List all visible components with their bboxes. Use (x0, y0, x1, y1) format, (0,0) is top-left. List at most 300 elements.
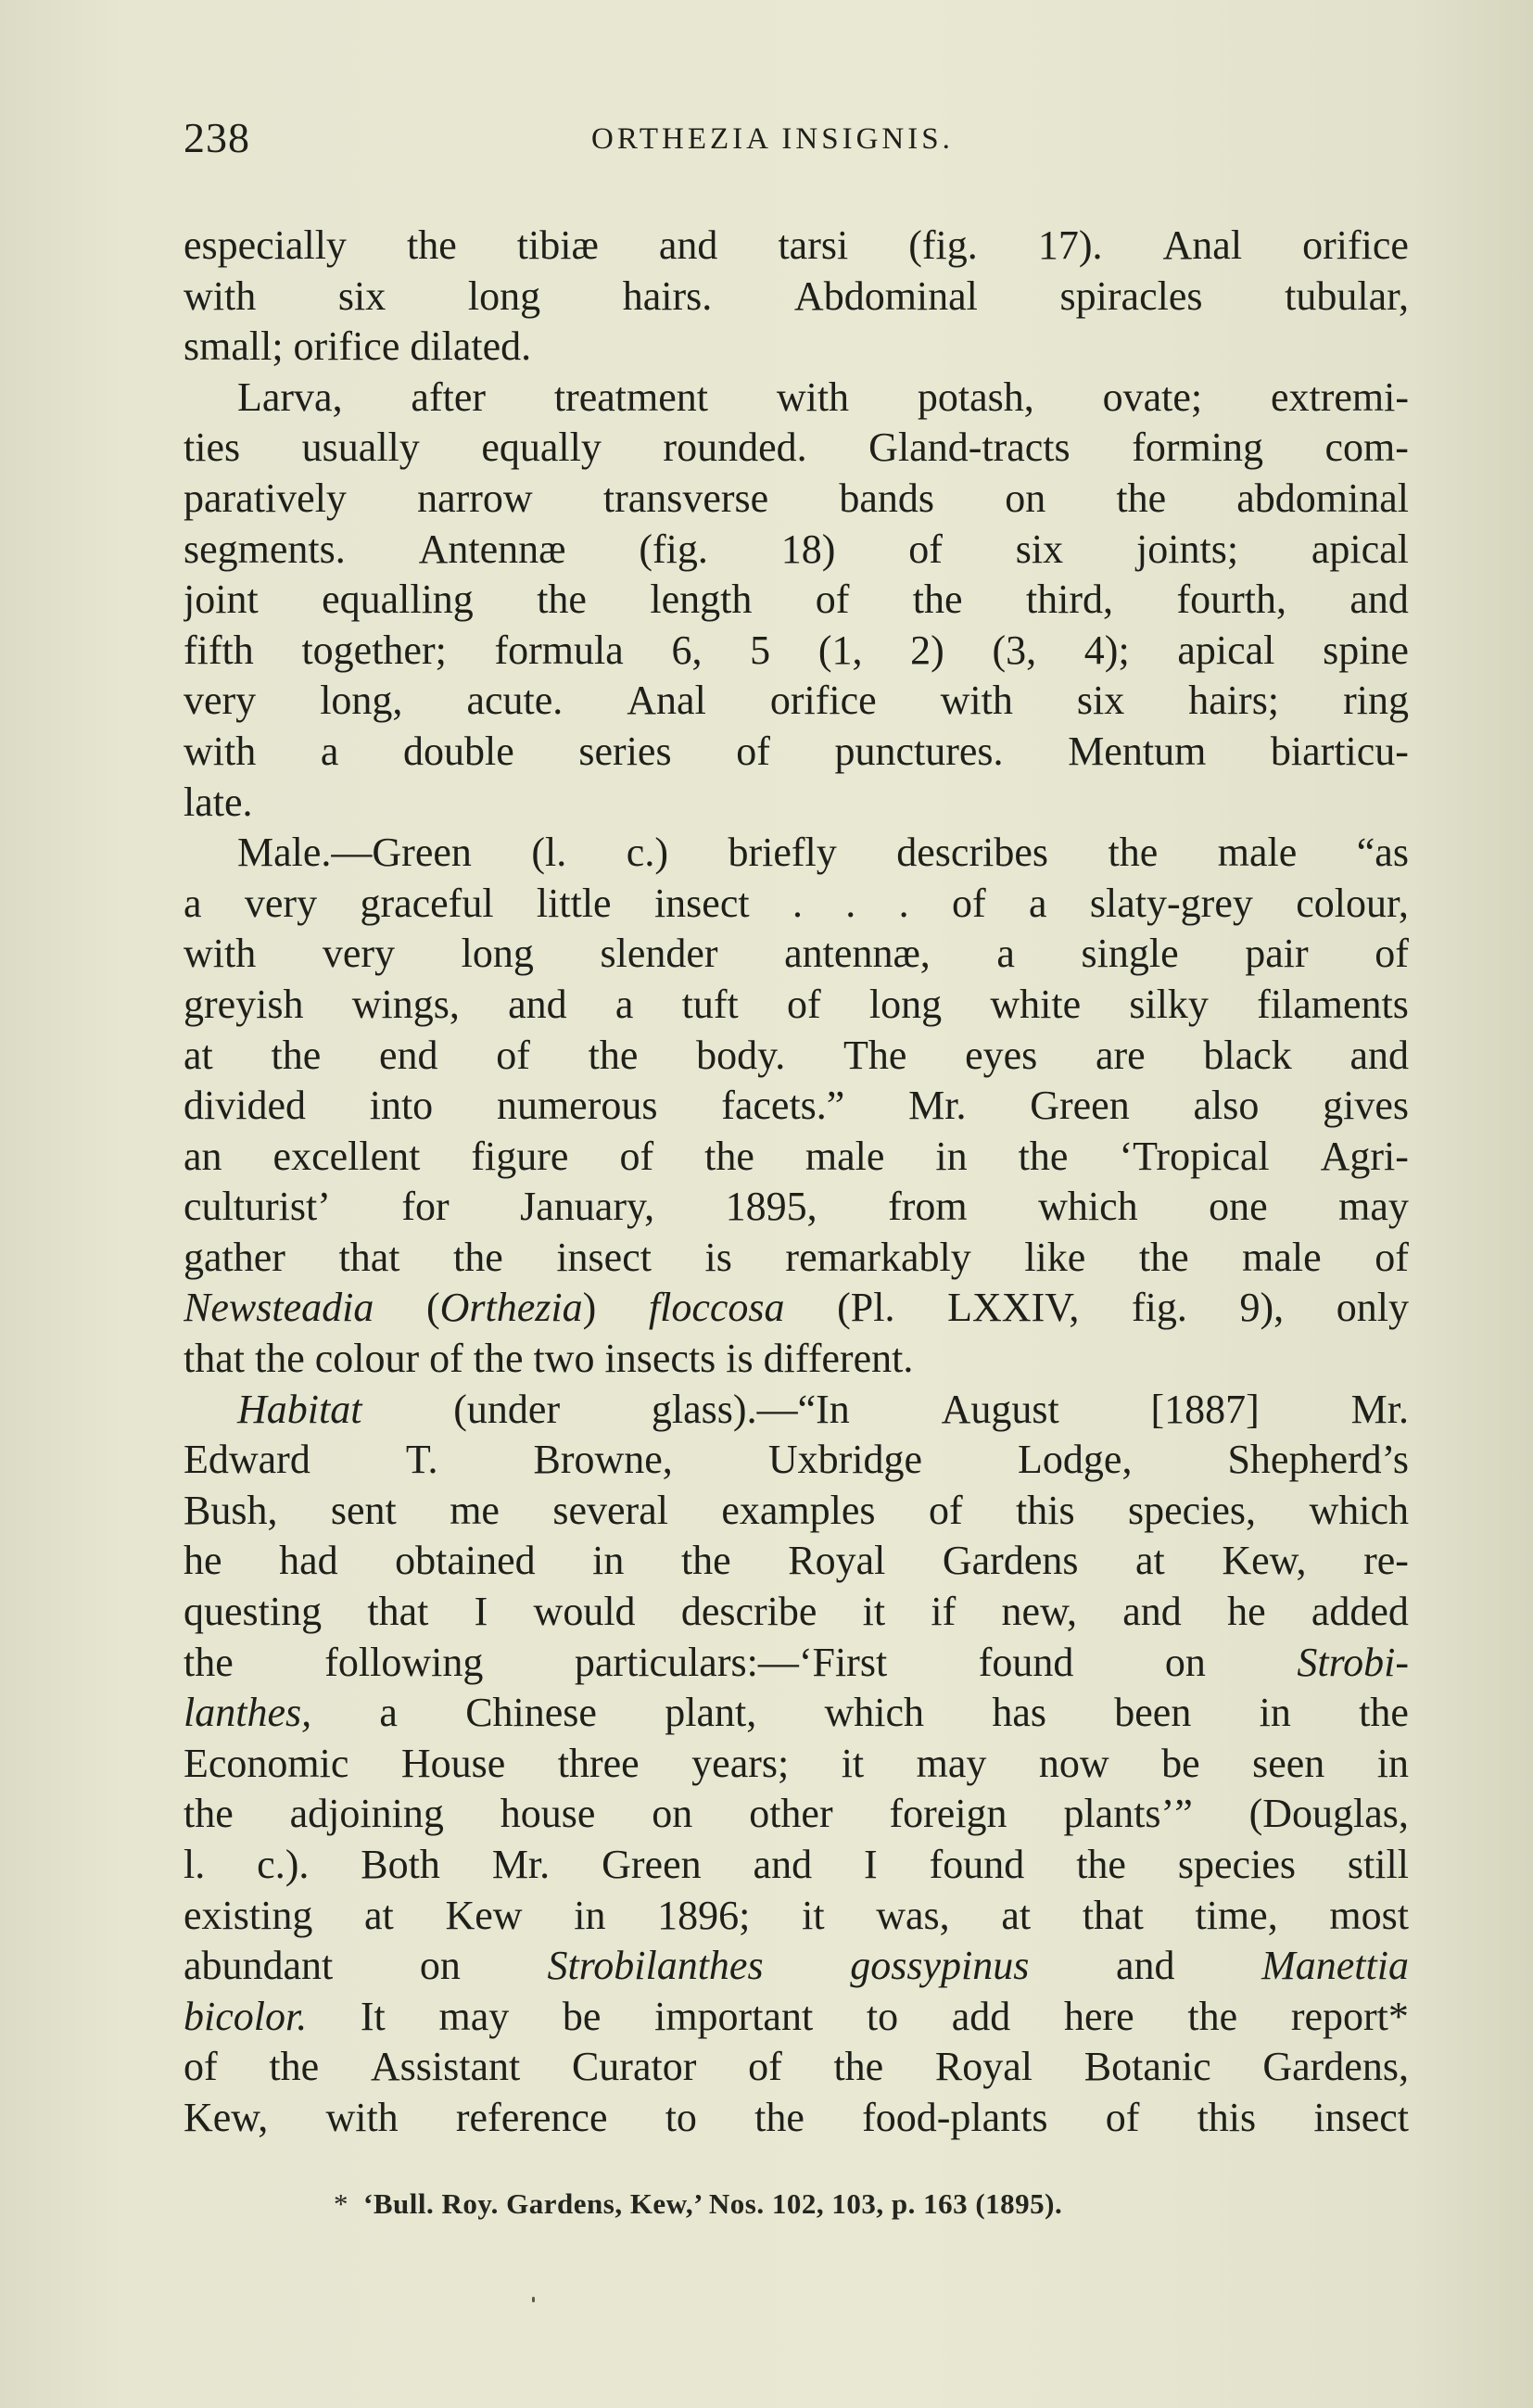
text-line (184, 1739, 1409, 1790)
word: an (184, 1133, 222, 1179)
word: abdominal (1236, 475, 1409, 521)
word: and (1349, 577, 1409, 623)
word: Larva, (237, 374, 343, 420)
word: a (379, 1690, 398, 1736)
word: I (864, 1842, 878, 1887)
word: orifice (769, 678, 877, 724)
word: six (1076, 678, 1125, 724)
word: and (753, 1842, 813, 1887)
word: also (1193, 1083, 1260, 1129)
word: Royal (934, 2044, 1033, 2090)
word: that (338, 1234, 400, 1280)
word: to (665, 2094, 697, 2140)
text-line (184, 1638, 1409, 1689)
word: January, (520, 1184, 655, 1230)
word: one (1209, 1184, 1268, 1230)
word: which (1038, 1184, 1138, 1230)
word: several (552, 1487, 668, 1533)
text-line (184, 525, 1409, 576)
word: reference (455, 2094, 608, 2140)
word: 1896; (657, 1892, 751, 1938)
word: culturist’ (184, 1184, 331, 1230)
word: on (1005, 475, 1046, 521)
word: body. (696, 1032, 786, 1078)
word: Kew, (184, 2094, 269, 2140)
word: (fig. (639, 526, 708, 572)
word: Economic (184, 1740, 349, 1786)
word: Manettia (1261, 1943, 1409, 1989)
word: existing (184, 1892, 313, 1938)
word: Assistant (370, 2044, 521, 2090)
word: . (845, 880, 856, 926)
word: Edward (184, 1437, 310, 1483)
word: Kew (445, 1892, 523, 1938)
word: found (978, 1639, 1074, 1685)
word: and (1122, 1589, 1182, 1635)
word: at (1001, 1892, 1032, 1938)
word: species, (1127, 1487, 1257, 1533)
word: the (453, 1234, 503, 1280)
word: excellent (272, 1133, 421, 1179)
word: l. (184, 1842, 206, 1887)
word: of (619, 1133, 654, 1179)
word: extremi- (1270, 374, 1409, 420)
word: formula (494, 627, 624, 673)
word: other (749, 1791, 833, 1837)
word: the (269, 2044, 320, 2090)
word: Uxbridge (767, 1437, 923, 1483)
word: been (1114, 1690, 1192, 1736)
word: the (1076, 1842, 1126, 1887)
word: the (1018, 1133, 1069, 1179)
word: 2) (910, 627, 944, 673)
word: new, (1001, 1589, 1077, 1635)
word: a (614, 981, 634, 1027)
word: slender (600, 931, 718, 977)
word: length (650, 577, 753, 623)
word: tarsi (778, 222, 849, 268)
word: Kew, (1222, 1538, 1307, 1584)
footnote (334, 2187, 1353, 2221)
word: foreign (889, 1791, 1007, 1837)
word: acute. (466, 678, 564, 724)
word: plant, (665, 1690, 757, 1736)
word: the (1138, 1234, 1189, 1280)
text-line (184, 727, 1409, 778)
word: colour, (1296, 880, 1409, 926)
word: into (369, 1083, 434, 1129)
word: apical (1177, 627, 1275, 673)
word: food-plants (862, 2094, 1048, 2140)
word: long, (320, 678, 403, 724)
word: end (378, 1032, 438, 1078)
word: added (1311, 1589, 1409, 1635)
word: after (411, 374, 487, 420)
word: insect (1313, 2094, 1409, 2140)
word: be (562, 1993, 602, 2039)
word: I (474, 1589, 488, 1635)
word: a (184, 880, 202, 926)
word: of (748, 2044, 782, 2090)
paper-speck (532, 2297, 535, 2302)
word: double (403, 728, 514, 774)
word: of (928, 1487, 963, 1533)
text-line (184, 1688, 1409, 1739)
word: and (508, 981, 567, 1027)
word: Browne, (533, 1437, 673, 1483)
word: apical (1311, 526, 1409, 572)
word: Green (1030, 1083, 1130, 1129)
word: 18) (780, 526, 836, 572)
text-line (184, 626, 1409, 677)
word: of (952, 880, 986, 926)
word: glass).—“In (651, 1386, 850, 1432)
word: following (324, 1639, 484, 1685)
word: silky (1129, 981, 1209, 1027)
word: with (184, 272, 257, 319)
word: Newsteadia (184, 1285, 374, 1331)
word: at (1135, 1538, 1165, 1584)
word: Abdominal (793, 272, 978, 319)
word: most (1329, 1892, 1409, 1938)
word: Green (602, 1842, 702, 1887)
word: still (1347, 1842, 1409, 1887)
word: 4); (1083, 627, 1130, 673)
word: years; (691, 1740, 790, 1786)
word: obtained (395, 1538, 536, 1584)
footnote-mark: * (334, 2187, 348, 2220)
word: the (1359, 1690, 1409, 1736)
word: Botanic (1083, 2044, 1211, 2090)
word: long (461, 931, 534, 977)
word: The (843, 1032, 907, 1078)
text-line: that the colour of the two insects is different. (184, 1336, 914, 1382)
word: long (868, 981, 943, 1027)
word: forming (1132, 425, 1263, 471)
word: with (184, 728, 257, 774)
word: may (438, 1993, 510, 2039)
word: long (467, 272, 541, 319)
word: third, (1025, 577, 1114, 623)
text-line (184, 1891, 1409, 1942)
word: with (325, 2094, 399, 2140)
word: if (931, 1589, 957, 1635)
text-line (184, 1385, 1409, 1436)
word: the (184, 1639, 234, 1685)
word: it (841, 1740, 865, 1786)
word: treatment (553, 374, 708, 420)
word: species (1177, 1842, 1296, 1887)
word: be (1161, 1740, 1200, 1786)
word: transverse (602, 475, 769, 521)
word: the (1187, 1993, 1238, 2039)
word: on (419, 1943, 461, 1989)
word: of (1375, 931, 1409, 977)
word: joints; (1136, 526, 1239, 572)
word: little (536, 880, 612, 926)
word: (1, (817, 627, 863, 673)
word: Lodge, (1018, 1437, 1133, 1483)
word: c.). (257, 1842, 310, 1887)
word: sent (330, 1487, 397, 1533)
word: examples (721, 1487, 876, 1533)
word: are (1095, 1032, 1146, 1078)
page-header (184, 113, 1409, 169)
word: male (1217, 830, 1298, 876)
word: of (736, 728, 770, 774)
text-line (184, 1233, 1409, 1284)
word: LXXIV, (947, 1285, 1080, 1331)
word: tubular, (1285, 272, 1409, 319)
word: that (367, 1589, 429, 1635)
word: spiracles (1059, 272, 1203, 319)
word: tibiæ (516, 222, 599, 268)
word: black (1203, 1032, 1292, 1078)
word: (Douglas, (1248, 1791, 1409, 1837)
word: narrow (417, 475, 533, 521)
word: of (1105, 2094, 1140, 2140)
word: with (184, 931, 257, 977)
word: from (888, 1184, 968, 1230)
word: on (1164, 1639, 1206, 1685)
word: (fig. (908, 222, 978, 268)
word: the (704, 1133, 754, 1179)
word: found (929, 1842, 1025, 1887)
word: of (787, 981, 821, 1027)
word: re- (1363, 1538, 1409, 1584)
text-line (184, 272, 1409, 323)
word: Mr. (1350, 1386, 1409, 1432)
word: had (279, 1538, 338, 1584)
word: remarkably (785, 1234, 971, 1280)
word: Habitat (237, 1386, 362, 1432)
word: divided (184, 1083, 306, 1129)
word: the (1108, 830, 1159, 876)
word: fourth, (1176, 577, 1286, 623)
text-line (184, 1840, 1409, 1891)
text-line (184, 828, 1409, 879)
text-line (184, 373, 1409, 424)
word: adjoining (289, 1791, 444, 1837)
word: facets.” (721, 1083, 845, 1129)
word: the (1116, 475, 1167, 521)
word: Mr. (908, 1083, 967, 1129)
word: male (1242, 1234, 1322, 1280)
word: add (951, 1993, 1011, 2039)
text-line (184, 575, 1409, 626)
word: bicolor. (184, 1993, 308, 2039)
word: Both (361, 1842, 440, 1887)
text-line (184, 1031, 1409, 1082)
word: [1887] (1150, 1386, 1260, 1432)
word: of (184, 2044, 218, 2090)
word: the (184, 1791, 234, 1837)
text-line: late. (184, 779, 253, 825)
word: It (360, 1993, 386, 2039)
word: greyish (184, 981, 304, 1027)
word: abundant (184, 1943, 334, 1989)
word: male (805, 1133, 885, 1179)
text-line (184, 1081, 1409, 1132)
word: would (533, 1589, 636, 1635)
word: c.) (626, 830, 668, 876)
word: Anal (1162, 222, 1243, 268)
word: Shepherd’s (1227, 1437, 1409, 1483)
text-line (184, 879, 1409, 930)
word: questing (184, 1589, 323, 1635)
word: of (496, 1032, 530, 1078)
word: like (1024, 1234, 1086, 1280)
word: which (824, 1690, 925, 1736)
word: especially (184, 222, 347, 268)
word: the (537, 577, 587, 623)
word: Gland-tracts (868, 425, 1071, 471)
word: 17). (1037, 222, 1103, 268)
word: six (1015, 526, 1064, 572)
word: 9), (1239, 1285, 1285, 1331)
text-line (184, 1992, 1409, 2043)
word: the (588, 1032, 639, 1078)
word: ties (184, 425, 241, 471)
text-line (184, 423, 1409, 474)
word: plants’” (1063, 1791, 1193, 1837)
word: he (1227, 1589, 1266, 1635)
word: Agri- (1320, 1133, 1409, 1179)
word: series (578, 728, 672, 774)
word: single (1081, 931, 1179, 977)
word: 5 (750, 627, 771, 673)
word: ovate; (1102, 374, 1203, 420)
word: it (802, 1892, 825, 1938)
word: may (916, 1740, 987, 1786)
word: the (680, 1538, 731, 1584)
word: slaty-grey (1089, 880, 1253, 926)
word: com- (1324, 425, 1409, 471)
word: a (996, 931, 1015, 977)
word: Strobilanthes (547, 1943, 764, 1989)
word: that (1082, 1892, 1144, 1938)
text-line (184, 1789, 1409, 1840)
word: House (400, 1740, 506, 1786)
word: pair (1245, 931, 1309, 977)
word: 6, (671, 627, 703, 673)
word: punctures. (834, 728, 1004, 774)
word: very (184, 678, 257, 724)
word: in (1376, 1740, 1409, 1786)
word: in (1259, 1690, 1291, 1736)
word: . (898, 880, 909, 926)
word: and (658, 222, 718, 268)
word: orifice (1302, 222, 1409, 268)
running-head: ORTHEZIA INSIGNIS. (591, 122, 954, 156)
word: tuft (681, 981, 739, 1027)
word: Bush, (184, 1487, 278, 1533)
word: the (833, 2044, 884, 2090)
word: on (652, 1791, 693, 1837)
word: six (337, 272, 386, 319)
word: Gardens, (1262, 2044, 1409, 2090)
word: Mr. (491, 1842, 551, 1887)
word: Mentum (1068, 728, 1207, 774)
word: in (935, 1133, 968, 1179)
footnote-text: ‘Bull. Roy. Gardens, Kew,’ Nos. 102, 103, p. 163 (1895). (363, 2187, 1063, 2220)
word: figure (471, 1133, 569, 1179)
word: ‘Tropical (1119, 1133, 1270, 1179)
text-line (184, 1941, 1409, 1992)
word: hairs. (622, 272, 713, 319)
word: (Pl. (837, 1285, 895, 1331)
word: (Orthezia) (425, 1285, 597, 1331)
word: filaments (1257, 981, 1409, 1027)
word: it (862, 1589, 886, 1635)
word: the (271, 1032, 322, 1078)
word: which (1309, 1487, 1409, 1533)
word: he (184, 1538, 222, 1584)
word: August (941, 1386, 1059, 1432)
word: bands (839, 475, 935, 521)
text-line (184, 980, 1409, 1031)
word: in (592, 1538, 625, 1584)
word: fifth (184, 627, 254, 673)
word: together; (301, 627, 447, 673)
word: briefly (728, 830, 837, 876)
word: Strobi- (1297, 1639, 1409, 1685)
text-line: small; orifice dilated. (184, 323, 532, 370)
word: (l. (531, 830, 567, 876)
word: a (1029, 880, 1047, 926)
word: was, (876, 1892, 950, 1938)
word: this (1016, 1487, 1075, 1533)
word: joint (184, 577, 259, 623)
text-line (184, 676, 1409, 727)
word: numerous (496, 1083, 658, 1129)
word: T. (405, 1437, 438, 1483)
word: and (1115, 1943, 1175, 1989)
word: report* (1290, 1993, 1409, 2039)
word: Male.—Green (237, 830, 472, 876)
word: Antennæ (418, 526, 566, 572)
word: for (401, 1184, 450, 1230)
word: rounded. (663, 425, 807, 471)
word: and (1349, 1032, 1409, 1078)
text-line (184, 929, 1409, 980)
word: biarticu- (1270, 728, 1409, 774)
word: to (866, 1993, 899, 2039)
text-line (184, 1536, 1409, 1587)
word: Curator (571, 2044, 697, 2090)
word: equally (481, 425, 602, 471)
word: . (792, 880, 803, 926)
word: potash, (917, 374, 1034, 420)
word: important (654, 1993, 814, 2039)
word: Royal (788, 1538, 886, 1584)
text-line (184, 1182, 1409, 1233)
word: at (364, 1892, 394, 1938)
text-line (184, 2093, 1409, 2144)
word: wings, (351, 981, 460, 1027)
word: me (450, 1487, 500, 1533)
word: white (990, 981, 1082, 1027)
word: is (704, 1234, 732, 1280)
word: graceful (360, 880, 494, 926)
word: of (815, 577, 850, 623)
word: equalling (322, 577, 474, 623)
text-line (184, 1435, 1409, 1486)
word: at (184, 1032, 213, 1078)
word: in (574, 1892, 606, 1938)
word: the (912, 577, 963, 623)
word: seen (1252, 1740, 1325, 1786)
